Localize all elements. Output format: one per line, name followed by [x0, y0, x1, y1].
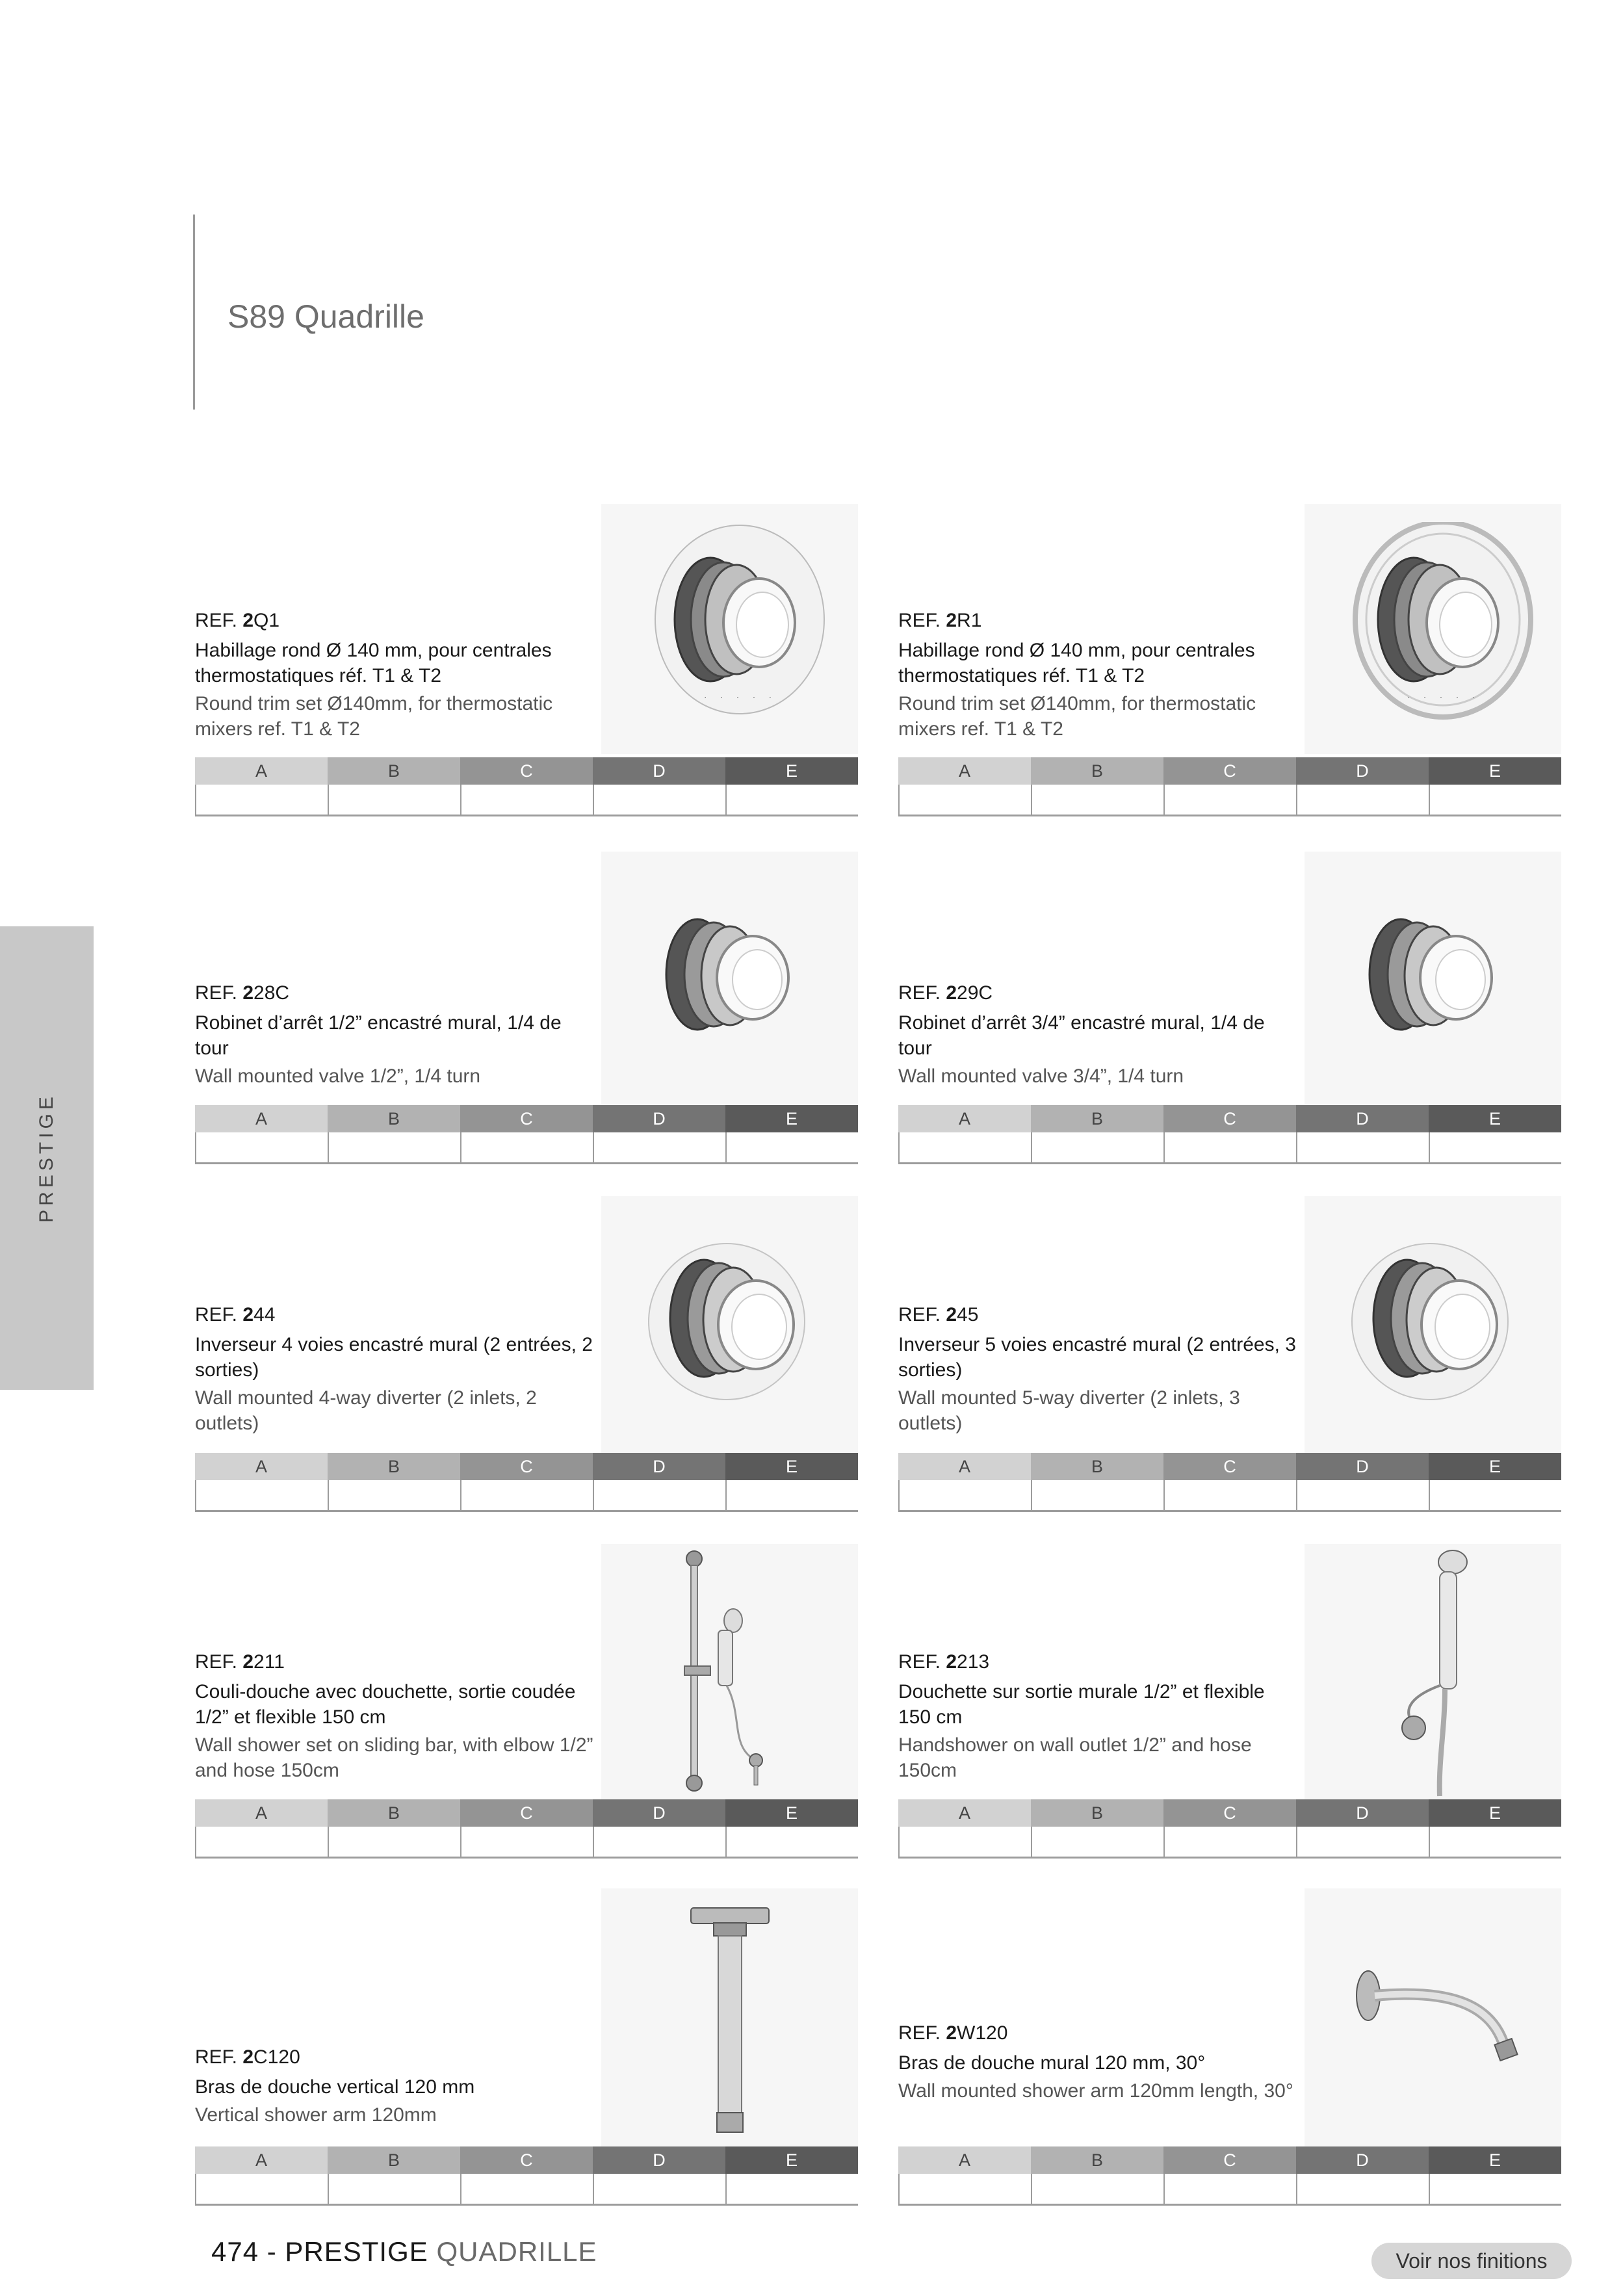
diverter-knob-icon	[1305, 1196, 1561, 1453]
side-tab-label: PRESTIGE	[36, 1093, 57, 1223]
product-description-fr: Bras de douche mural 120 mm, 30°	[898, 2052, 1206, 2074]
finish-cell-c[interactable]	[461, 1827, 594, 1857]
finish-cell-c[interactable]	[1165, 1132, 1297, 1162]
product-ref: REF. 229C	[898, 982, 993, 1004]
finish-cell-c[interactable]	[461, 1132, 594, 1162]
product-text	[898, 2020, 1301, 2104]
finish-cell-e[interactable]	[1430, 1480, 1561, 1510]
finish-header-b: B	[1031, 2146, 1163, 2174]
finish-header-b: B	[328, 757, 460, 785]
finish-header-b: B	[328, 1105, 460, 1132]
finish-cell-c[interactable]	[1165, 1480, 1297, 1510]
product-description-fr: Robinet d’arrêt 3/4” encastré mural, 1/4 de tour	[898, 1012, 1265, 1059]
product-ref: REF. 2211	[195, 1651, 285, 1673]
finish-header-c: C	[460, 1105, 593, 1132]
product-description-en: Round trim set Ø140mm, for thermostatic mixers ref. T1 & T2	[195, 693, 553, 740]
finish-header-c: C	[1163, 1453, 1296, 1480]
finish-cell-e[interactable]	[727, 1132, 858, 1162]
finish-cell-d[interactable]	[1297, 1132, 1430, 1162]
finish-cell-b[interactable]	[329, 785, 461, 815]
finish-table	[195, 757, 858, 816]
round-trim-knob-icon	[1305, 504, 1561, 754]
valve-knob-icon	[601, 852, 858, 1104]
finish-cell-a[interactable]	[900, 1827, 1032, 1857]
finish-table	[898, 2146, 1561, 2206]
product-text	[195, 608, 598, 742]
product-description-en: Wall mounted valve 3/4”, 1/4 turn	[898, 1065, 1184, 1087]
finish-cell-d[interactable]	[594, 1132, 727, 1162]
finish-header-a: A	[898, 1453, 1031, 1480]
product-text	[195, 2044, 598, 2128]
product-card	[898, 852, 1561, 1165]
finish-header-b: B	[328, 1453, 460, 1480]
finish-table	[898, 757, 1561, 816]
finish-cell-e[interactable]	[727, 1480, 858, 1510]
product-ref: REF. 2C120	[195, 2046, 300, 2068]
finish-header-b: B	[328, 2146, 460, 2174]
product-description-fr: Bras de douche vertical 120 mm	[195, 2076, 475, 2098]
finish-header-e: E	[725, 757, 858, 785]
round-trim-knob-icon	[601, 504, 858, 754]
finish-header-c: C	[1163, 757, 1296, 785]
finish-header-a: A	[195, 1453, 328, 1480]
finish-cell-a[interactable]	[900, 785, 1032, 815]
product-card	[195, 852, 858, 1165]
finish-header-a: A	[195, 2146, 328, 2174]
finish-header-a: A	[898, 2146, 1031, 2174]
product-ref: REF. 228C	[195, 982, 290, 1004]
product-description-en: Round trim set Ø140mm, for thermostatic mixers ref. T1 & T2	[898, 693, 1256, 740]
finish-cell-b[interactable]	[1032, 1827, 1165, 1857]
finish-table	[195, 1105, 858, 1164]
title-rule	[193, 215, 195, 410]
finish-cell-b[interactable]	[329, 2174, 461, 2204]
product-text	[195, 980, 598, 1089]
finish-header-b: B	[1031, 1453, 1163, 1480]
finish-header-d: D	[593, 757, 725, 785]
product-card	[195, 1544, 858, 1859]
finish-table	[898, 1453, 1561, 1512]
finish-header-b: B	[1031, 1799, 1163, 1827]
product-description-fr: Robinet d’arrêt 1/2” encastré mural, 1/4 de tour	[195, 1012, 562, 1059]
finish-cell-d[interactable]	[1297, 785, 1430, 815]
product-description-en: Vertical shower arm 120mm	[195, 2104, 437, 2126]
finish-header-a: A	[195, 1799, 328, 1827]
finish-header-d: D	[1296, 2146, 1429, 2174]
finish-header-e: E	[725, 1105, 858, 1132]
finish-cell-e[interactable]	[1430, 1827, 1561, 1857]
finish-cell-b[interactable]	[1032, 1132, 1165, 1162]
finish-cell-d[interactable]	[1297, 2174, 1430, 2204]
finish-header-b: B	[1031, 1105, 1163, 1132]
product-description-en: Wall shower set on sliding bar, with elbow 1/2” and hose 150cm	[195, 1734, 593, 1781]
finish-table	[898, 1799, 1561, 1859]
product-card	[898, 1544, 1561, 1859]
finish-cell-b[interactable]	[1032, 2174, 1165, 2204]
finish-header-e: E	[725, 1799, 858, 1827]
product-text	[195, 1649, 598, 1783]
product-text	[898, 1302, 1301, 1436]
wall-shower-arm-icon	[1305, 1888, 1561, 2148]
finish-cell-d[interactable]	[594, 1480, 727, 1510]
finish-header-d: D	[1296, 1453, 1429, 1480]
finish-header-d: D	[1296, 1105, 1429, 1132]
finish-header-d: D	[1296, 1799, 1429, 1827]
product-card	[195, 1888, 858, 2206]
finish-header-c: C	[1163, 2146, 1296, 2174]
product-description-en: Wall mounted shower arm 120mm length, 30°	[898, 2080, 1293, 2102]
finish-header-d: D	[1296, 757, 1429, 785]
product-description-fr: Douchette sur sortie murale 1/2” et flexible 150 cm	[898, 1681, 1265, 1728]
finish-cell-c[interactable]	[461, 785, 594, 815]
finish-header-a: A	[195, 757, 328, 785]
product-card	[898, 504, 1561, 817]
diverter-knob-icon	[601, 1196, 858, 1453]
finish-cell-d[interactable]	[594, 785, 727, 815]
product-ref: REF. 245	[898, 1304, 979, 1325]
finish-cell-e[interactable]	[1430, 785, 1561, 815]
finish-header-e: E	[1429, 1799, 1561, 1827]
finish-header-b: B	[328, 1799, 460, 1827]
handshower-icon	[1305, 1544, 1561, 1801]
product-description-fr: Inverseur 5 voies encastré mural (2 entrées, 3 sorties)	[898, 1334, 1296, 1381]
finish-cell-a[interactable]	[196, 785, 329, 815]
vertical-shower-arm-icon	[601, 1888, 858, 2148]
finish-cell-c[interactable]	[1165, 2174, 1297, 2204]
finish-cell-b[interactable]	[1032, 1480, 1165, 1510]
product-text	[898, 980, 1301, 1089]
finish-cell-a[interactable]	[196, 1132, 329, 1162]
page-number: 474	[211, 2236, 259, 2267]
finish-header-c: C	[1163, 1105, 1296, 1132]
finish-cell-c[interactable]	[1165, 785, 1297, 815]
product-description-fr: Inverseur 4 voies encastré mural (2 entrées, 2 sorties)	[195, 1334, 593, 1381]
product-ref: REF. 2R1	[898, 610, 982, 631]
finish-cell-a[interactable]	[196, 1480, 329, 1510]
finish-cell-c[interactable]	[461, 1480, 594, 1510]
finish-header-e: E	[725, 1453, 858, 1480]
finish-cell-e[interactable]	[727, 785, 858, 815]
finish-cell-a[interactable]	[196, 1827, 329, 1857]
finish-cell-e[interactable]	[727, 1827, 858, 1857]
product-ref: REF. 2Q1	[195, 610, 280, 631]
finish-cell-e[interactable]	[727, 2174, 858, 2204]
finish-header-b: B	[1031, 757, 1163, 785]
page-footer: 474 - PRESTIGE QUADRILLE	[211, 2236, 597, 2267]
product-card	[195, 504, 858, 817]
finish-cell-b[interactable]	[329, 1132, 461, 1162]
finish-table	[195, 1799, 858, 1859]
svg-text:· · · · ·: · · · · ·	[1407, 692, 1480, 703]
see-finishes-button[interactable]: Voir nos finitions	[1371, 2243, 1572, 2279]
finish-header-e: E	[1429, 2146, 1561, 2174]
finish-cell-d[interactable]	[1297, 1480, 1430, 1510]
finish-cell-a[interactable]	[196, 2174, 329, 2204]
finish-cell-d[interactable]	[594, 1827, 727, 1857]
valve-knob-icon	[1305, 852, 1561, 1104]
finish-table	[195, 2146, 858, 2206]
sliding-bar-shower-icon	[601, 1544, 858, 1801]
finish-header-e: E	[1429, 1105, 1561, 1132]
finish-cell-e[interactable]	[1430, 1132, 1561, 1162]
product-description-en: Wall mounted 5-way diverter (2 inlets, 3 outlets)	[898, 1387, 1240, 1434]
side-tab[interactable]	[0, 926, 94, 1390]
finish-header-d: D	[593, 1105, 725, 1132]
product-description-fr: Habillage rond Ø 140 mm, pour centrales thermostatiques réf. T1 & T2	[898, 640, 1255, 686]
product-card	[195, 1196, 858, 1513]
finish-cell-a[interactable]	[900, 1480, 1032, 1510]
svg-text:· · · · ·: · · · · ·	[703, 692, 777, 703]
finish-cell-d[interactable]	[1297, 1827, 1430, 1857]
product-text	[898, 1649, 1301, 1783]
product-description-fr: Habillage rond Ø 140 mm, pour centrales thermostatiques réf. T1 & T2	[195, 640, 552, 686]
finish-header-a: A	[195, 1105, 328, 1132]
finish-cell-b[interactable]	[1032, 785, 1165, 815]
product-description-en: Wall mounted valve 1/2”, 1/4 turn	[195, 1065, 481, 1087]
finish-header-a: A	[898, 1799, 1031, 1827]
finish-header-e: E	[725, 2146, 858, 2174]
finish-header-c: C	[460, 757, 593, 785]
page-title: S89 Quadrille	[227, 298, 424, 335]
product-text	[898, 608, 1301, 742]
finish-cell-c[interactable]	[1165, 1827, 1297, 1857]
finish-cell-a[interactable]	[900, 1132, 1032, 1162]
product-description-en: Handshower on wall outlet 1/2” and hose 150cm	[898, 1734, 1252, 1781]
finish-table	[898, 1105, 1561, 1164]
finish-header-c: C	[460, 2146, 593, 2174]
product-card	[898, 1888, 1561, 2206]
finish-header-a: A	[898, 1105, 1031, 1132]
finish-header-d: D	[593, 2146, 725, 2174]
product-card	[898, 1196, 1561, 1513]
finish-header-c: C	[1163, 1799, 1296, 1827]
product-ref: REF. 2213	[898, 1651, 990, 1673]
finish-table	[195, 1453, 858, 1512]
product-description-en: Wall mounted 4-way diverter (2 inlets, 2 outlets)	[195, 1387, 537, 1434]
product-description-fr: Couli-douche avec douchette, sortie coudée 1/2” et flexible 150 cm	[195, 1681, 576, 1728]
finish-header-d: D	[593, 1453, 725, 1480]
finish-header-e: E	[1429, 1453, 1561, 1480]
product-text	[195, 1302, 598, 1436]
product-ref: REF. 244	[195, 1304, 276, 1325]
product-ref: REF. 2W120	[898, 2022, 1008, 2044]
finish-cell-a[interactable]	[900, 2174, 1032, 2204]
footer-section: PRESTIGE	[285, 2236, 428, 2267]
finish-cell-c[interactable]	[461, 2174, 594, 2204]
finish-cell-b[interactable]	[329, 1827, 461, 1857]
finish-cell-b[interactable]	[329, 1480, 461, 1510]
footer-subsection: QUADRILLE	[436, 2236, 597, 2267]
finish-header-e: E	[1429, 757, 1561, 785]
finish-cell-d[interactable]	[594, 2174, 727, 2204]
finish-header-a: A	[898, 757, 1031, 785]
finish-header-c: C	[460, 1799, 593, 1827]
finish-header-d: D	[593, 1799, 725, 1827]
finish-header-c: C	[460, 1453, 593, 1480]
finish-cell-e[interactable]	[1430, 2174, 1561, 2204]
